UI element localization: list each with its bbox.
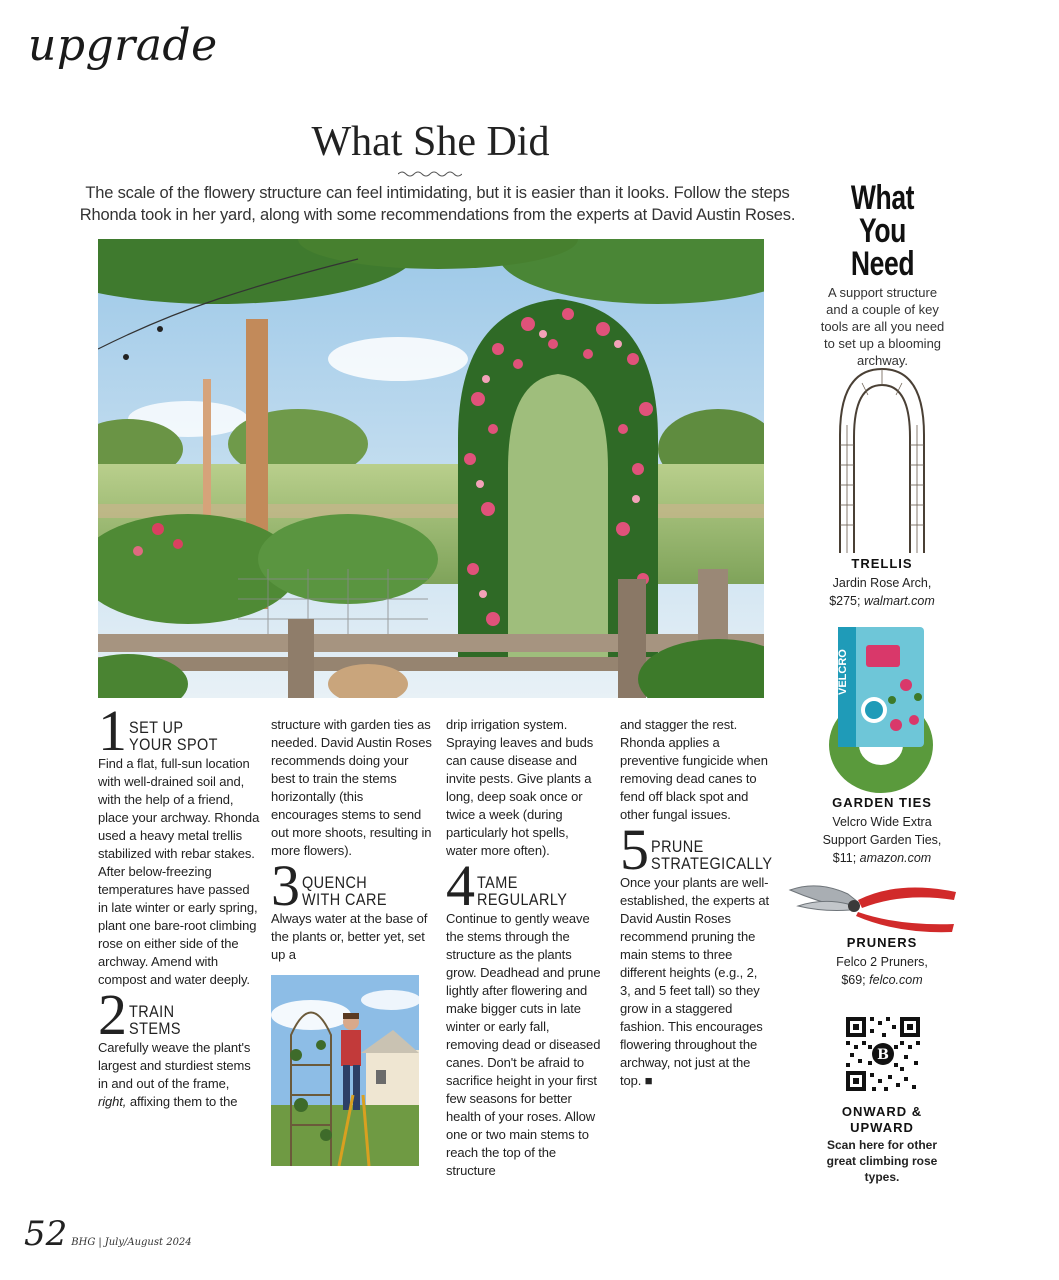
page-folio bbox=[24, 1214, 192, 1254]
step-title-line: TRAIN bbox=[128, 1002, 175, 1021]
trellis-label: TRELLIS bbox=[851, 556, 913, 571]
step-number: 5 bbox=[620, 817, 649, 882]
step-number: 3 bbox=[271, 853, 300, 918]
step-title-line: SET UP bbox=[128, 718, 184, 737]
magazine-name: BHG bbox=[71, 1237, 96, 1248]
step-3-heading bbox=[271, 853, 433, 918]
garden-ties-label: GARDEN TIES bbox=[832, 795, 932, 810]
page-title: What She Did bbox=[311, 119, 550, 165]
rose-archway-illustration bbox=[98, 239, 764, 698]
sidebar-title: What You Need bbox=[850, 179, 915, 283]
column-2 bbox=[271, 716, 433, 964]
column-3 bbox=[446, 716, 602, 1180]
step-3-body: Always water at the base of the plants or, better yet, set up a bbox=[271, 911, 428, 962]
step-5-heading bbox=[620, 817, 773, 882]
step-title-line: PRUNE bbox=[650, 837, 704, 856]
step-3-body-continued: drip irrigation system. Spraying leaves and buds can cause disease and invite pests. Give plants a long, deep soak once or twice a week (during particularly hot spells, water more often). bbox=[446, 717, 594, 858]
section-tag: upgrade bbox=[28, 20, 218, 71]
step-title-line: REGULARLY bbox=[476, 890, 568, 909]
pruners-description: Felco 2 Pruners, $69; felco.com bbox=[836, 955, 928, 987]
step-title-line: STEMS bbox=[128, 1019, 181, 1038]
trellis-source-link[interactable]: walmart.com bbox=[863, 594, 935, 608]
step-2-body-continued: structure with garden ties as needed. David Austin Roses recommends doing your best to train the stems horizontally (this encourages stems to send out more shoots, resulting in more flowers). bbox=[271, 717, 432, 858]
pruners-label: PRUNERS bbox=[846, 935, 918, 950]
step-number: 2 bbox=[98, 982, 127, 1047]
step-2-heading bbox=[98, 982, 260, 1047]
step-4-body-continued: and stagger the rest. Rhonda applies a preventive fungicide when removing dead canes to fend off black spot and other fungal issues. bbox=[620, 717, 768, 822]
step-number: 4 bbox=[446, 853, 475, 918]
qr-label: ONWARD & UPWARD bbox=[841, 1104, 923, 1135]
title-underline-ornament bbox=[398, 170, 462, 178]
garden-ties-source-link[interactable]: amazon.com bbox=[859, 851, 932, 865]
garden-ties-description: Velcro Wide Extra Support Garden Ties, $11; amazon.com bbox=[822, 815, 942, 865]
qr-code[interactable] bbox=[844, 1015, 922, 1093]
step-title-line: WITH CARE bbox=[301, 890, 387, 909]
issue-date: July/August 2024 bbox=[104, 1237, 192, 1248]
pruners-source-link[interactable]: felco.com bbox=[869, 973, 923, 987]
woman-trellis-illustration bbox=[271, 975, 419, 1166]
step-title-line: QUENCH bbox=[301, 873, 368, 892]
pruners-product-image bbox=[788, 876, 958, 936]
step-title-line: TAME bbox=[476, 873, 518, 892]
qr-badge-letter: B bbox=[877, 1047, 889, 1063]
step-5-body: Once your plants are well-established, the experts at David Austin Roses recommend pruning the main stems to three different heights (e.g., 2, 3, and 5 feet tall) so they grow in a staggered fashion. This encourages flowering throughout the archway, not just at the top. ■ bbox=[620, 875, 770, 1088]
hero-photo-rose-archway bbox=[98, 239, 764, 698]
step-4-heading bbox=[446, 853, 602, 918]
step-1-heading bbox=[98, 698, 260, 763]
column-4 bbox=[620, 716, 773, 1090]
velcro-brand-text: VELCRO bbox=[837, 649, 849, 695]
step-title-line: STRATEGICALLY bbox=[650, 854, 773, 873]
garden-ties-product-image bbox=[826, 625, 936, 795]
intro-paragraph: The scale of the flowery structure can feel intimidating, but it is easier than it looks. Follow the steps Rhonda took in her yard, along with some recommendations from the experts at David Austin Roses. bbox=[79, 184, 796, 224]
what-you-need-sidebar bbox=[810, 179, 955, 369]
inset-photo-woman-weaving-stems bbox=[271, 975, 419, 1166]
step-number: 1 bbox=[98, 698, 127, 763]
trellis-description: Jardin Rose Arch, $275; walmart.com bbox=[829, 576, 935, 608]
step-1-body: Find a flat, full-sun location with well-drained soil and, with the help of a friend, place your archway. Rhonda used a heavy metal trellis stabilized with rebar stakes. After below-freezing temperatures have passed in late winter or early spring, plant one bare-root climbing rose on either side of the archway. Amend with compost and water deeply. bbox=[98, 756, 260, 987]
step-4-body: Continue to gently weave the stems through the structure as the plants grow. Deadhead and prune lightly after flowering and make bigger cuts in late winter or early fall, removing dead or diseased canes. Don't be afraid to sacrifice height in your first few seasons for better health of your roses. Allow one or two main stems to reach the top of the structure bbox=[446, 911, 601, 1178]
trellis-product-image bbox=[832, 365, 932, 555]
sidebar-subtitle: A support structure and a couple of key tools are all you need to set up a blooming archway. bbox=[820, 285, 945, 368]
page-number: 52 bbox=[24, 1214, 68, 1254]
step-2-body: Carefully weave the plant's largest and sturdiest stems in and out of the frame, right, affixing them to the bbox=[98, 1040, 251, 1109]
step-title-line: YOUR SPOT bbox=[128, 735, 218, 754]
column-1 bbox=[98, 698, 260, 1111]
qr-caption: Scan here for other great climbing rose types. bbox=[826, 1138, 938, 1184]
folio-divider: | bbox=[98, 1237, 102, 1248]
